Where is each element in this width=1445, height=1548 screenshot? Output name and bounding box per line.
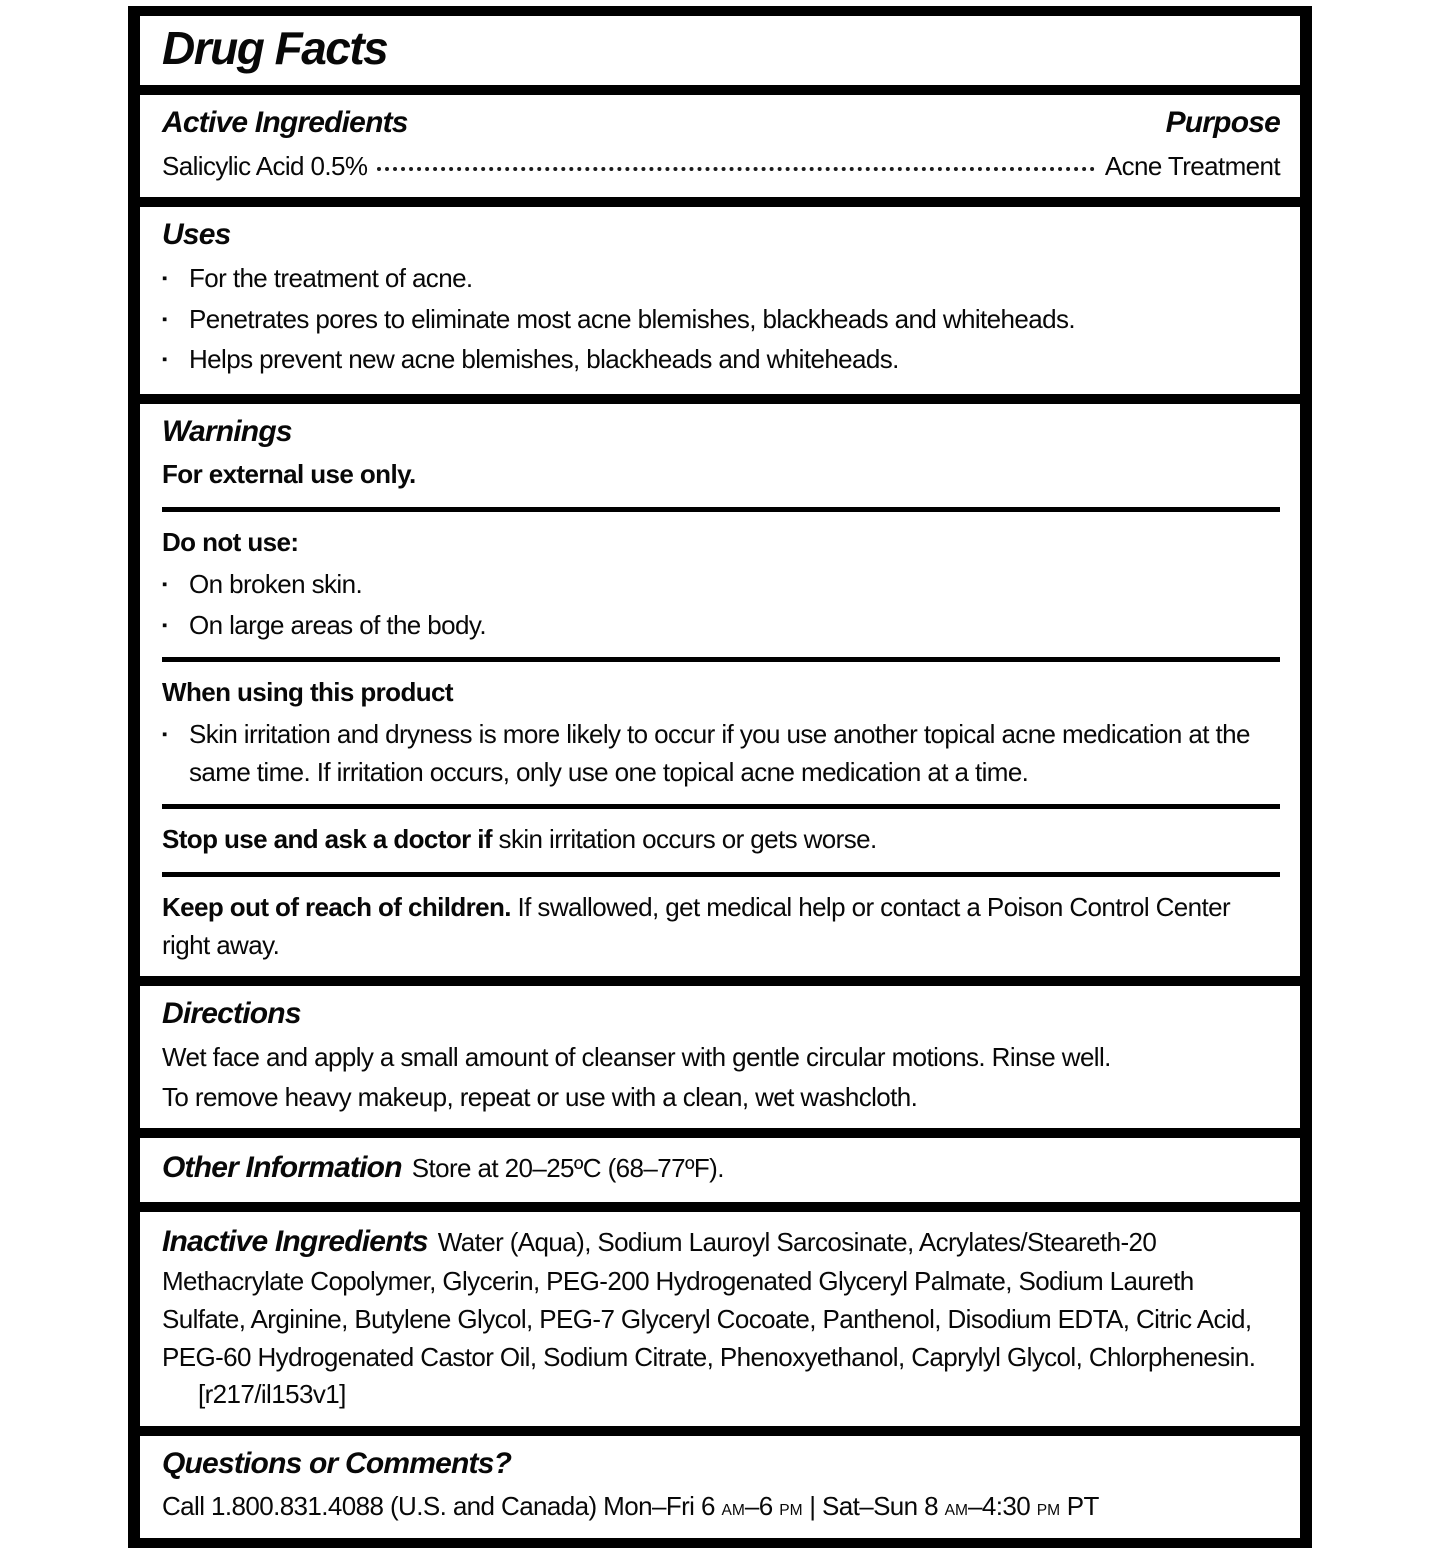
meridiem-smallcap: PM [1036,1502,1061,1520]
bullet-item [162,607,1280,645]
meridiem-smallcap: AM [721,1502,745,1520]
keep-out-statement [162,889,1280,964]
warnings-heading: Warnings [162,414,292,448]
active-ingredients-header-row [162,103,1280,144]
active-ingredient-row [162,148,1280,186]
bullet-text: For the treatment of acne. [189,262,473,293]
directions-lines [162,1039,1280,1116]
stop-use-statement [162,821,1280,859]
inactive-ingredients-paragraph [162,1220,1280,1414]
drug-facts-title: Drug Facts [162,22,388,74]
square-bullet-icon: ▪ [162,269,167,287]
call-text-segment: Call 1.800.831.4088 (U.S. and Canada) Mon–Fri 6 [162,1491,722,1522]
bullet-item [162,566,1280,604]
uses-list [162,260,1280,379]
bullet-text: Helps prevent new acne blemishes, blackheads and whiteheads. [189,344,899,375]
call-info-line [162,1488,1280,1526]
do-not-use-list [162,566,1280,644]
uses-heading: Uses [162,218,231,252]
dotted-leader [377,167,1094,171]
bullet-text: On broken skin. [189,568,363,599]
keep-out-rest: If swallowed, get medical help or contact a Poison Control Center right away. [162,891,1231,960]
stop-use-lead: Stop use and ask a doctor if [162,824,492,855]
inactive-ingredients-heading: Inactive Ingredients [162,1224,428,1258]
section-title [140,16,1300,85]
active-ingredients-heading: Active Ingredients [162,106,408,140]
bullet-text: Penetrates pores to eliminate most acne blemishes, blackheads and whiteheads. [189,303,1076,334]
section-directions [140,986,1300,1128]
meridiem-smallcap: AM [944,1502,969,1520]
section-questions [140,1436,1300,1538]
warnings-divider [162,507,1280,512]
questions-heading: Questions or Comments? [162,1446,512,1480]
warnings-divider [162,657,1280,662]
section-inactive-ingredients [140,1212,1300,1426]
call-text-segment: –4:30 [968,1491,1037,1522]
active-ingredient-name: Salicylic Acid 0.5% [162,150,368,181]
bullet-item [162,341,1280,379]
section-uses [140,207,1300,394]
square-bullet-icon: ▪ [162,351,167,369]
section-other-information [140,1138,1300,1202]
square-bullet-icon: ▪ [162,310,167,328]
call-text-segment: PT [1060,1491,1099,1522]
other-information-text: Store at 20–25ºC (68–77ºF). [411,1153,724,1184]
bullet-text: Skin irritation and dryness is more likely to occur if you use another topical acne medication at the same time. If irritation occurs, only use one topical acne medication at a time. [189,718,1250,787]
text-line: Wet face and apply a small amount of cleanser with gentle circular motions. Rinse well. [162,1041,1111,1072]
square-bullet-icon: ▪ [162,725,167,743]
external-use-statement: For external use only. [162,459,416,490]
purpose-heading: Purpose [1165,106,1280,140]
bullet-text: On large areas of the body. [189,609,486,640]
when-using-list [162,716,1280,791]
section-warnings [140,404,1300,976]
section-active-ingredients [140,95,1300,197]
drug-facts-panel [128,6,1312,1548]
call-text-segment: –6 [744,1491,780,1522]
bullet-item [162,301,1280,339]
bullet-item [162,260,1280,298]
directions-heading: Directions [162,997,301,1031]
warnings-divider [162,872,1280,877]
do-not-use-heading: Do not use: [162,527,299,558]
inactive-ingredients-text: Water (Aqua), Sodium Lauroyl Sarcosinate, Acrylates/Steareth-20 Methacrylate Copolymer, Glycerin, PEG-200 Hydrogenated Glyceryl Palmate, Sodium Laureth Sulfate, Arginine, Butylene Glycol, PEG-7 Glyceryl Cocoate, Panthenol, Disodium EDTA, Citric Acid, PEG-60 Hydrogenated Castor Oil, Sodium Citrate, Phenoxyethanol, Caprylyl Glycol, Chlorphenesin. [162,1226,1256,1372]
other-information-heading: Other Information [162,1151,402,1185]
when-using-heading: When using this product [162,677,453,708]
square-bullet-icon: ▪ [162,575,167,593]
meridiem-smallcap: PM [779,1502,803,1520]
text-line: To remove heavy makeup, repeat or use with a clean, wet washcloth. [162,1081,918,1112]
active-ingredient-purpose: Acne Treatment [1104,150,1280,181]
warnings-divider [162,804,1280,809]
bullet-item [162,716,1280,791]
stop-use-rest: skin irritation occurs or gets worse. [491,824,877,855]
label-revision-code: [r217/il153v1] [198,1379,346,1410]
keep-out-lead: Keep out of reach of children. [162,891,511,922]
square-bullet-icon: ▪ [162,616,167,634]
call-text-segment: | Sat–Sun 8 [802,1491,945,1522]
other-information-line [162,1146,1280,1190]
